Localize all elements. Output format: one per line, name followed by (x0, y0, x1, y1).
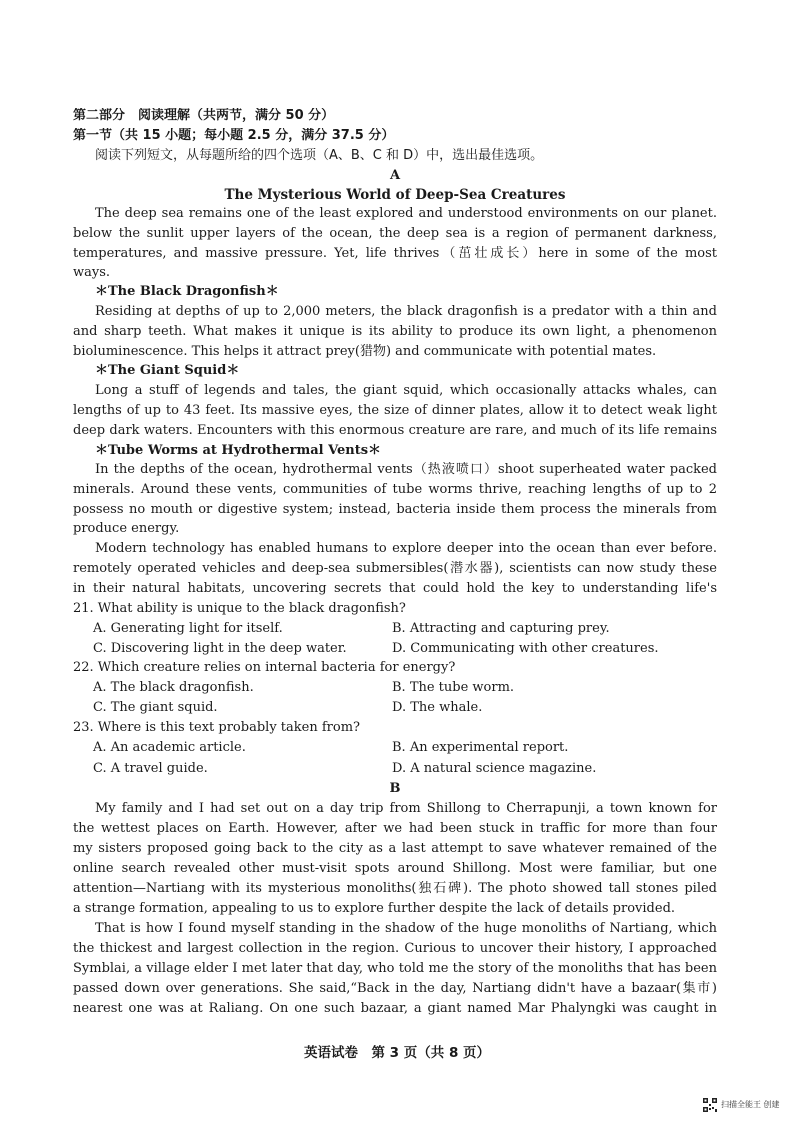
option-21-a: A. Generating light for itself. (93, 621, 283, 636)
option-22-a: A. The black dragonfish. (93, 680, 254, 695)
paragraph-line: Residing at depths of up to 2,000 meters, the black dragonfish is a predator with a thin and (95, 304, 717, 319)
paragraph-line: Long a stuff of legends and tales, the giant squid, which occasionally attacks whales, can (95, 383, 717, 398)
instructions: 阅读下列短文，从每题所给的四个选项（A、B、C 和 D）中，选出最佳选项。 (95, 148, 544, 163)
paragraph-line: a strange formation, appealing to us to explore further despite the lack of details provided. (73, 901, 676, 916)
paragraph-line: the thickest and largest collection in the region. Curious to uncover their history, I approached (73, 941, 717, 956)
option-21-d: D. Communicating with other creatures. (392, 641, 659, 656)
subheading-dragonfish: ＊The Black Dragonfish＊ (95, 284, 279, 299)
question-21: 21. What ability is unique to the black dragonfish? (73, 601, 406, 616)
option-23-b: B. An experimental report. (392, 740, 569, 755)
subheading-tube-worms: ＊Tube Worms at Hydrothermal Vents＊ (95, 443, 382, 458)
paragraph-line: minerals. Around these vents, communities of tube worms thrive, reaching lengths of up to 2 (73, 482, 717, 497)
option-22-b: B. The tube worm. (392, 680, 515, 695)
option-21-c: C. Discovering light in the deep water. (93, 641, 347, 656)
paragraph-line: remotely operated vehicles and deep-sea submersibles(潜水器), scientists can now study these (73, 561, 717, 576)
paragraph-line: My family and I had set out on a day trip from Shillong to Cherrapunji, a town known for (95, 801, 717, 816)
paragraph-line: below the sunlit upper layers of the ocean, the deep sea is a region of permanent darkness, (73, 226, 717, 241)
paragraph-line: produce energy. (73, 521, 180, 536)
paragraph-line: bioluminescence. This helps it attract prey(猎物) and communicate with potential mates. (73, 344, 657, 359)
option-22-c: C. The giant squid. (93, 700, 218, 715)
page-footer: 英语试卷 第 3 页（共 8 页） (303, 1045, 491, 1061)
passage-a-label: A (389, 168, 401, 183)
passage-b-label: B (389, 781, 401, 796)
question-22: 22. Which creature relies on internal bacteria for energy? (73, 660, 456, 675)
paragraph-line: ways. (73, 265, 111, 280)
paragraph-line: online search revealed other must-visit spots around Shillong. Most were familiar, but one (73, 861, 717, 876)
paragraph-line: possess no mouth or digestive system; instead, bacteria inside them process the minerals from (73, 502, 717, 517)
option-21-b: B. Attracting and capturing prey. (392, 621, 610, 636)
paragraph-line: In the depths of the ocean, hydrothermal vents（热液喷口）shoot superheated water packed (95, 462, 717, 477)
paragraph-line: in their natural habitats, uncovering secrets that could hold the key to understanding life's (73, 581, 717, 596)
paragraph-line: deep dark waters. Encounters with this enormous creature are rare, and much of its life remains (73, 423, 717, 438)
scanner-watermark: 扫描全能王 创建 (721, 1100, 780, 1109)
subheading-giant-squid: ＊The Giant Squid＊ (95, 363, 240, 378)
paragraph-line: nearest one was at Raliang. On one such bazaar, a giant named Mar Phalyngki was caught in (73, 1001, 717, 1016)
subsection-header: 第一节（共 15 小题；每小题 2.5 分，满分 37.5 分） (73, 128, 395, 143)
paragraph-line: my sisters proposed going back to the city as a last attempt to save whatever remained of the (73, 841, 717, 856)
option-23-c: C. A travel guide. (93, 761, 208, 776)
passage-a-title: The Mysterious World of Deep-Sea Creatures (224, 187, 566, 203)
paragraph-line: passed down over generations. She said,“Back in the day, Nartiang didn't have a bazaar(集市) (73, 981, 717, 996)
paragraph-line: and sharp teeth. What makes it unique is its ability to produce its own light, a phenomenon (73, 324, 717, 339)
option-22-d: D. The whale. (392, 700, 483, 715)
option-23-a: A. An academic article. (93, 740, 246, 755)
question-23: 23. Where is this text probably taken from? (73, 720, 360, 735)
paragraph-line: Modern technology has enabled humans to explore deeper into the ocean than ever before. (95, 541, 717, 556)
qr-code-icon (703, 1098, 717, 1112)
paragraph-line: Symblai, a village elder I met later that day, who told me the story of the monoliths that has been (73, 961, 717, 976)
section-header: 第二部分 阅读理解（共两节，满分 50 分） (73, 108, 335, 123)
paragraph-line: That is how I found myself standing in the shadow of the huge monoliths of Nartiang, which (95, 921, 717, 936)
option-23-d: D. A natural science magazine. (392, 761, 597, 776)
paragraph-line: lengths of up to 43 feet. Its massive eyes, the size of dinner plates, allow it to detect weak light (73, 403, 717, 418)
paragraph-line: attention—Nartiang with its mysterious monoliths(独石碑). The photo showed tall stones piled (73, 881, 717, 896)
paragraph-line: temperatures, and massive pressure. Yet, life thrives（茁壮成长）here in some of the most (73, 246, 717, 261)
paragraph-line: The deep sea remains one of the least explored and understood environments on our planet. (95, 206, 717, 221)
paragraph-line: the wettest places on Earth. However, after we had been stuck in traffic for more than four (73, 821, 717, 836)
